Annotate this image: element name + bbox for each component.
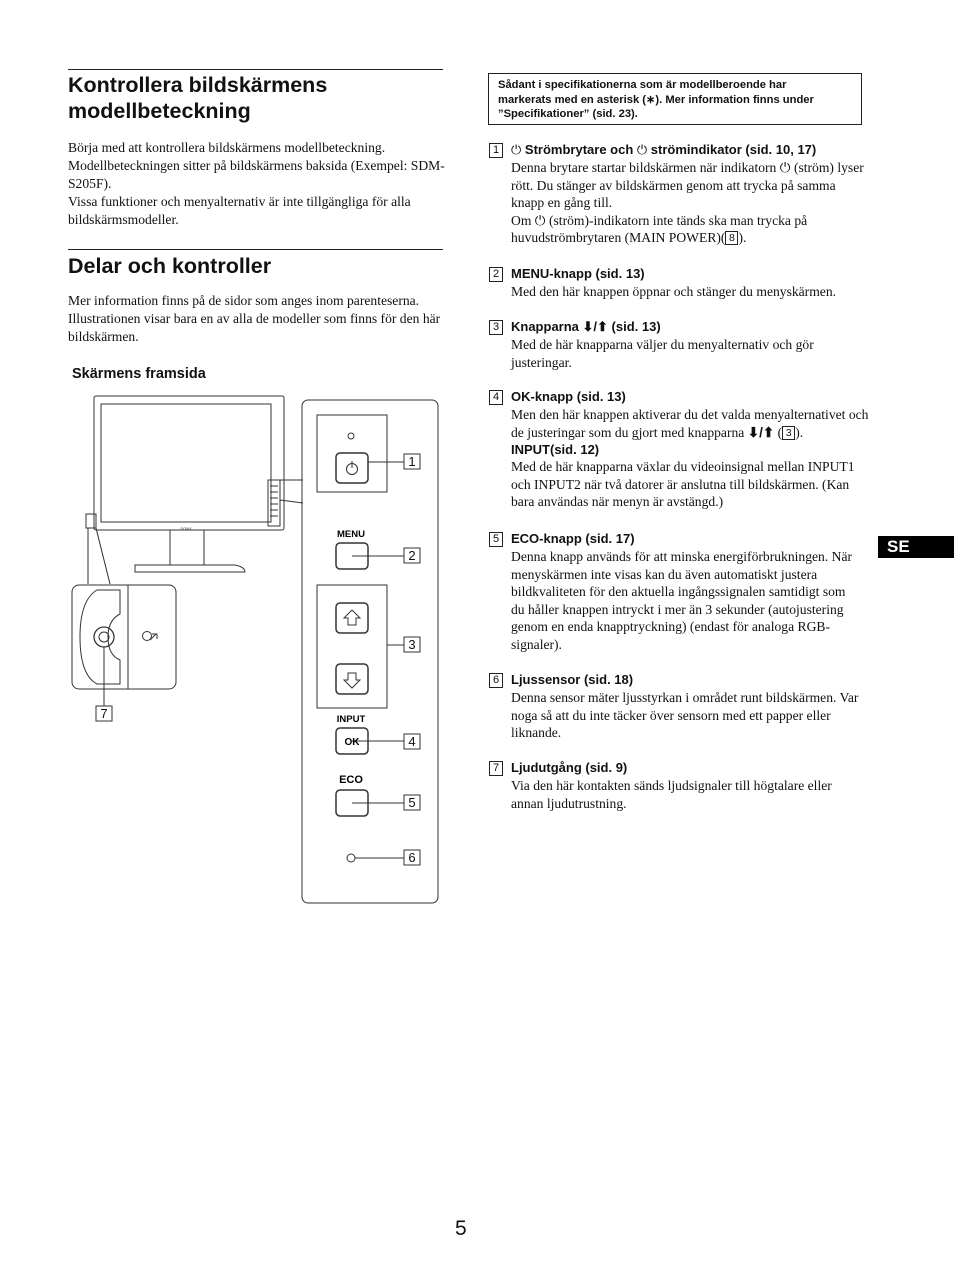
item-subtext: Med de här knapparna växlar du videoinsignal mellan INPUT1 och INPUT2 när två datorer är anslutna till bildskärmen. (Kan bara användas när menyn är avstängd.)	[511, 459, 855, 510]
section2-para: Mer information finns på de sidor som anges inom parenteserna. Illustrationen visar bara en av alla de modeller som finns för den här bildskärmen.	[68, 293, 441, 344]
down-button	[336, 664, 368, 694]
item-number: 2	[489, 267, 503, 282]
section1-body	[68, 139, 446, 229]
monitor-bezel	[94, 396, 284, 530]
monitor-figure	[60, 390, 450, 910]
note-line3: ”Specifikationer” (sid. 23).	[498, 108, 638, 120]
callout-5: 5	[408, 795, 416, 810]
item-number: 5	[489, 532, 503, 547]
item-ok: 4 OK-knapp (sid. 13) Men den här knappen aktiverar du det valda menyalternativet och de justeringar som du gjort med knapparna ⬇/⬆ ( 3 ). INPUT(sid. 12) Med de här knapparna växlar du videoinsignal mellan INPUT1 och INPUT2 när två datorer är anslutna till bildskärmen. (Kan bara användas när menyn är avstängd.)	[489, 388, 869, 511]
item-text: Med den här knappen öppnar och stänger du menyskärmen.	[511, 284, 837, 299]
item-text: Om	[511, 212, 532, 228]
down-up-arrow-icon: ⬇/⬆	[578, 319, 612, 334]
item-text: Men den här knappen aktiverar du det valda menyalternativet och de justeringar som du gjort med knapparna	[511, 407, 869, 440]
monitor-screen	[101, 404, 271, 522]
item-text: Denna knapp används för att minska energiförbrukningen. När menyskärmen inte visas kan du även automatiskt justera bildkvaliteten för den aktuella ingångssignalen samtidigt som du håller knappen intryckt i mer än 3 sekunder (autojustering genom en enda knapptryckning) (endast för analoga RGB-signaler).	[511, 549, 852, 652]
item-text: Denna sensor mäter ljusstyrkan i området runt bildskärmen. Var noga så att du inte täcker över sensorn med ett papper eller liknande.	[511, 690, 859, 741]
item-number: 3	[489, 320, 503, 335]
callout-1: 1	[408, 454, 416, 469]
monitor-stand-base	[135, 565, 245, 572]
item-subhead: INPUT(sid. 12)	[511, 442, 600, 458]
language-tab: SE	[878, 536, 954, 558]
item-menu	[489, 265, 869, 301]
item-head-pre: Knapparna	[511, 319, 579, 334]
power-indicator-icon	[348, 433, 354, 439]
section2-title: Delar och kontroller	[68, 254, 272, 278]
brand-logo: SONY	[180, 526, 192, 531]
note-line2: markerats med en asterisk (∗). Mer information finns under	[498, 93, 814, 106]
section1-rule	[68, 69, 443, 70]
item-head-post: (sid. 13)	[611, 319, 661, 334]
audio-panel	[72, 585, 176, 689]
front-subheading: Skärmens framsida	[72, 366, 206, 382]
item-head: OK-knapp (sid. 13)	[511, 389, 626, 404]
model-note-box	[488, 73, 862, 125]
section1-para1: Börja med att kontrollera bildskärmens modellbeteckning. Modellbeteckningen sitter på bildskärmens baksida (Exempel: SDM-S205F).	[68, 140, 445, 191]
headphone-jack	[94, 627, 114, 647]
up-arrow-icon	[344, 610, 360, 625]
item-number: 1	[489, 143, 503, 158]
item-number: 4	[489, 390, 503, 405]
item-head: Ljussensor (sid. 18)	[511, 672, 634, 687]
power-icon: ⏻	[779, 160, 791, 175]
item-head: Ljudutgång (sid. 9)	[511, 760, 628, 775]
item-audio-out	[489, 759, 869, 812]
up-button	[336, 603, 368, 633]
menu-label: MENU	[337, 529, 365, 540]
power-icon: ⏻	[511, 142, 525, 157]
item-text: (ström) lyser rött. Du stänger av bildskärmen genom att trycka på samma knapp en gång till.	[511, 160, 864, 211]
item-number: 6	[489, 673, 503, 688]
power-icon: ⏻	[534, 212, 546, 228]
section2-body	[68, 292, 446, 346]
note-line1: Sådant i specifikationerna som är modellberoende har	[498, 79, 787, 91]
ref-number: 3	[782, 426, 795, 440]
section1-title-line2: modellbeteckning	[68, 99, 251, 123]
light-sensor-icon	[347, 854, 355, 862]
section2-rule	[68, 249, 443, 250]
item-number: 7	[489, 761, 503, 776]
eco-label: ECO	[339, 774, 363, 786]
callout-4: 4	[408, 734, 416, 749]
callout-7: 7	[100, 706, 108, 721]
item-arrows	[489, 318, 869, 371]
item-head: ECO-knapp (sid. 17)	[511, 531, 635, 546]
callout-2: 2	[408, 548, 416, 563]
ok-label: OK	[344, 737, 360, 748]
item-light-sensor	[489, 671, 869, 742]
monitor-button-strip	[268, 480, 280, 526]
callout-3: 3	[408, 637, 416, 652]
callout-6: 6	[408, 850, 416, 865]
ref-number: 8	[725, 231, 738, 245]
item-power: 1 ⏻ Strömbrytare och ⏻ strömindikator (sid. 10, 17) Denna brytare startar bildskärmen när indikatorn ⏻ (ström) lyser rött. Du stänger av bildskärmen genom att trycka på samma knapp en gång till. Om ⏻ (ström)-indikatorn inte tänds ska man trycka på huvudströmbrytaren (MAIN POWER)( 8 ).	[489, 141, 869, 247]
item-text: Med de här knapparna väljer du menyalternativ och gör justeringar.	[511, 337, 814, 370]
item-text: Via den här kontakten sänds ljudsignaler till högtalare eller annan ljudutrustning.	[511, 778, 832, 811]
power-icon: ⏻	[633, 142, 651, 157]
item-head-pre: Strömbrytare och	[524, 142, 634, 157]
section1-para2: Vissa funktioner och menyalternativ är inte tillgängliga för alla bildskärmsmodeller.	[68, 194, 411, 227]
down-arrow-icon	[344, 673, 360, 688]
item-text: (ström)-indikatorn inte tänds ska man trycka på huvudströmbrytaren (MAIN POWER)(	[511, 212, 808, 246]
item-head: MENU-knapp (sid. 13)	[511, 266, 645, 281]
page-number: 5	[455, 1217, 467, 1240]
item-eco	[489, 530, 869, 654]
item-text: Denna brytare startar bildskärmen när indikatorn	[511, 160, 777, 175]
section1-title	[68, 72, 443, 124]
input-label: INPUT	[336, 714, 366, 725]
item-head-post: strömindikator (sid. 10, 17)	[650, 142, 817, 157]
section1-title-line1: Kontrollera bildskärmens	[68, 73, 328, 97]
down-up-arrow-icon: ⬇/⬆	[747, 424, 775, 440]
